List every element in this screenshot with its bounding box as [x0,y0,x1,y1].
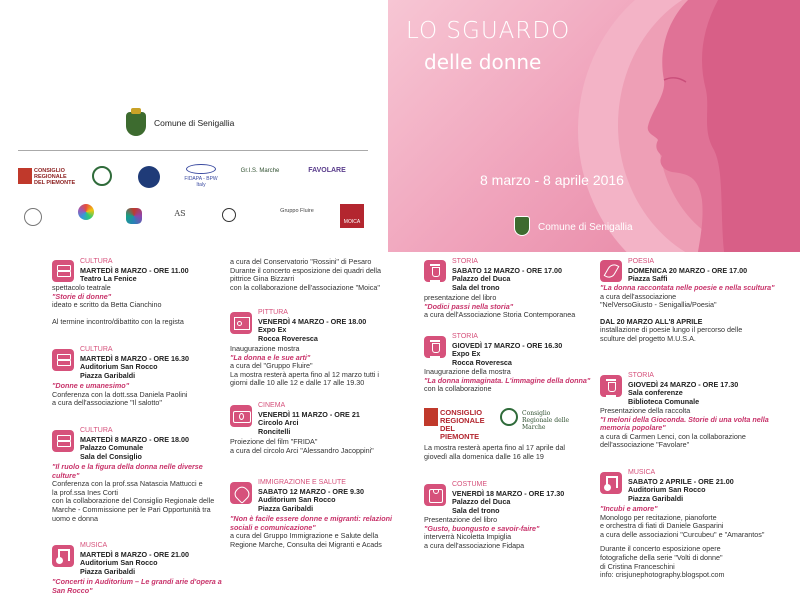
marche-emblem-icon [500,408,518,426]
gruppo-fluire-logo: Gruppo Fluire [280,208,314,214]
pinwheel-icon [126,208,142,224]
event-storia-1: STORIA SABATO 12 MARZO - ORE 17.00 Palazzo del Duca Sala del trono [452,258,562,292]
divider [18,150,368,151]
event-storia-2-details: Inaugurazione della mostra "La donna immaginata. L'immagine della donna" con la collaborazione [424,367,591,394]
event-poesia: POESIA DOMENICA 20 MARZO - ORE 17.00 Piazza Saffi [628,258,748,284]
woman-profile-icon [628,0,800,252]
event-cultura-1 [80,258,230,284]
moica-logo: MOICA [340,204,364,228]
book-icon [52,349,74,371]
event-cultura-3: CULTURA MARTEDÌ 8 MARZO - ORE 18.00 Palazzo Comunale Sala del Consiglio [80,427,190,461]
book-icon [52,430,74,452]
event-banner [388,0,800,252]
comune-name: Comune di Senigallia [154,118,235,128]
banner-coat-of-arms-icon [514,216,530,236]
event-pittura: PITTURA VENERDÌ 4 MARZO - ORE 18.00 Expo Ex Rocca Roveresca [258,309,367,343]
colorful-flower-icon [78,204,94,220]
banner-dates: 8 marzo - 8 aprile 2016 [480,172,624,188]
music-icon [600,472,622,494]
event-cultura-2-details: "Donne e umanesimo" Conferenza con la dott.ssa Daniela Paolini a cura dell'associazione "Il salotto" [52,381,188,408]
event-storia-3: STORIA GIOVEDÌ 24 MARZO - ORE 17.30 Sala conferenze Biblioteca Comunale [628,372,739,406]
event-storia-1-details: presentazione del libro "Dodici passi nella storia" a cura dell'Associazione Storia Contemporanea [424,293,576,320]
consiglio-piemonte-logo: CONSIGLIO REGIONALE DEL PIEMONTE [440,408,485,441]
event-date: MARTEDÌ 8 MARZO - ORE 11.00 [80,265,189,275]
banner-title-line1: LO SGUARDO [406,18,571,44]
event-category: CULTURA [80,258,113,265]
event-musica-1: MUSICA MARTEDÌ 8 MARZO - ORE 21.00 Auditorium San Rocco Piazza Garibaldi [80,542,190,576]
piemonte-flag-icon [424,408,438,426]
event-costume-details: Presentazione del libro "Gusto, buongusto e savoir-faire" interverrà Nicoletta Impiglia a cura dell'associazione Fidapa [424,515,540,550]
event-immigrazione-details: "Non è facile essere donne e migranti: relazioni sociali e comunicazione" a cura del Gruppo Immigrazione e Salute della Regione Marche, Consulta dei Migranti e Acads [230,514,392,549]
banner-comune: Comune di Senigallia [538,222,633,233]
consiglio-piemonte-logo: CONSIGLIO REGIONALE DEL PIEMONTE [34,168,76,186]
event-cinema-details: Proiezione del film "FRIDA" a cura del circolo Arci "Alessandro Jacoppini" [230,437,374,455]
gris-marche-logo: Gr.I.S. Marche [240,168,280,174]
event-cinema: CINEMA VENERDÌ 11 MARZO - ORE 21 Circolo Arci Roncitelli [258,402,360,436]
event-pittura-details: Inaugurazione mostra "La donna e le sue arti" a cura del "Gruppo Fluire" La mostra resterà aperta fino al 12 marzo tutti i giorni dalle 10 alle 12 e dalle 17 alle 19.30 [230,344,380,388]
event-immigrazione: IMMIGRAZIONE E SALUTE SABATO 12 MARZO - ORE 9.30 Auditorium San Rocco Piazza Garibaldi [258,479,364,513]
round-emblem-icon [92,166,112,186]
event-musica-1-details: "Concerti in Auditorium – Le grandi arie d'opera a San Rocco" [52,577,222,595]
costume-icon [424,484,446,506]
film-icon [230,405,252,427]
favolare-logo: FAVOLARE [308,167,346,174]
hourglass-icon [424,336,446,358]
book-icon [52,260,74,282]
event-musica-2-details: "Incubi e amore" Monologo per recitazione, pianoforte e orchestra di fiati di Daniele Gasparini a cura delle associazioni "Curcubeu" e "Amarantos" Durante il concerto esposizione opere fotografiche della serie "Volti di donne" di Cristina Franceschini info: crisjunephotography.blogspot.com [600,504,765,580]
event-storia-2: STORIA GIOVEDÌ 17 MARZO - ORE 16.30 Expo Ex Rocca Roveresca [452,333,563,367]
hourglass-icon [424,260,446,282]
piemonte-flag-icon [18,168,32,184]
event-place: Teatro La Fenice [80,274,137,284]
event-cultura-1-details: spettacolo teatrale "Storie di donne" ideato e scritto da Betta Cianchino Al termine incontro/dibattito con la regista [52,283,184,326]
as-logo: AS [174,209,186,218]
event-poesia-details: "La donna raccontata nelle poesie e nella scultura" a cura dell'associazione "NelVersoGiusto - Senigallia/Poesia" DAL 20 MARZO ALL'8 APRILE installazione di poesie lungo il percorso delle sculture del progetto M.U.S.A. [600,284,780,344]
circle-logo-icon [24,208,42,226]
event-storia-3-details: Presentazione della raccolta "I meloni della Gioconda. Storie di una volta nella memoria popolare" a cura di Carmen Lenci, con la collaborazione dell'associazione "Favolare" [600,406,769,450]
feather-icon [600,260,622,282]
event-cultura-3-details: "Il ruolo e la figura della donna nelle diverse culture" Conferenza con la prof.ssa Natascia Mattucci e la prof.ssa Ines Corti con la collaborazione del Consiglio Regionale delle Marche - Commissione per le Pari Opportunità tra uomo e donna [52,462,215,523]
senigallia-coat-of-arms-icon [126,112,146,136]
event-cultura-2: CULTURA MARTEDÌ 8 MARZO - ORE 16.30 Auditorium San Rocco Piazza Garibaldi [80,346,190,380]
exhibit-note: La mostra resterà aperta fino al 17 aprile dal giovedì alla domenica dalle 16 alle 19 [424,443,566,461]
picture-icon [230,312,252,334]
april-installation-title: DAL 20 MARZO ALL'8 APRILE [600,316,703,326]
concert-notes: a cura del Conservatorio "Rossini" di Pesaro Durante il concerto esposizione dei quadri della pittrice Gina Bizzarri con la collaborazione dell'associazione "Moica" [230,257,382,292]
event-musica-2: MUSICA SABATO 2 APRILE - ORE 21.00 Auditorium San Rocco Piazza Garibaldi [628,469,734,503]
hourglass-icon [600,375,622,397]
banner-title-line2: delle donne [424,50,542,74]
consiglio-marche-logo: Consiglio Regionale delle Marche [522,410,570,431]
blue-emblem-icon [138,166,160,188]
music-icon [52,545,74,567]
salotto-emblem-icon [222,208,236,222]
event-costume: COSTUME VENERDÌ 18 MARZO - ORE 17.30 Palazzo del Duca Sala del trono [452,481,565,515]
sponsor-logos-area [0,0,388,240]
heart-icon [230,482,252,504]
fidapa-logo: FIDAPA - BPW Italy [186,164,216,182]
